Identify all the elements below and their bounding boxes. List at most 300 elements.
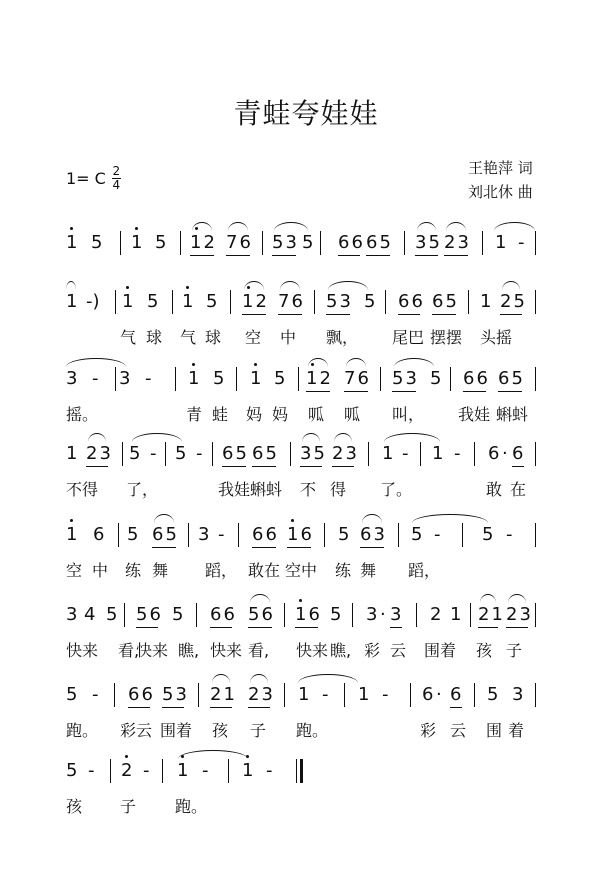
note: 5 (213, 368, 225, 389)
note: 5 (66, 760, 78, 781)
slur-arc (446, 222, 466, 231)
bar-line (110, 759, 111, 783)
bar-line (230, 290, 231, 314)
note: · (436, 684, 442, 705)
bar-line (482, 231, 483, 255)
notation-row (0, 524, 612, 548)
note: 66 (210, 604, 237, 625)
bar-line (324, 523, 325, 547)
score-line (0, 604, 612, 674)
bar-line (416, 603, 417, 627)
notation-row (0, 684, 612, 708)
eighth-note-underline (366, 255, 390, 256)
note: 23 (506, 604, 533, 625)
lyric-syllable: 舞 (360, 561, 377, 580)
bar-line (404, 231, 405, 255)
note: 1 (250, 368, 262, 389)
note: 5 (330, 604, 342, 625)
note: 1 (66, 524, 78, 545)
note: 65 (252, 443, 279, 464)
bar-line (468, 290, 469, 314)
lyric-syllable: 摆摆 (430, 328, 463, 347)
dash-hold: - (266, 760, 273, 781)
note: 5 (364, 291, 376, 312)
lyric-syllable: 快来 (136, 641, 169, 660)
slur-arc (228, 222, 248, 231)
note: 5 (482, 524, 494, 545)
lyric-syllable: 我娃蝌蚪 (218, 480, 283, 499)
eighth-note-underline (190, 255, 214, 256)
note: 35 (300, 443, 327, 464)
note: 12 (242, 291, 269, 312)
bar-line (228, 759, 229, 783)
lyric-syllable: 舞 (152, 561, 169, 580)
note: 12 (190, 232, 217, 253)
note: 1 (298, 684, 310, 705)
time-signature (112, 166, 121, 191)
note: 6 (512, 443, 524, 464)
lyric-syllable: 了。 (380, 480, 413, 499)
note: 3 (390, 604, 402, 625)
bar-line (236, 367, 237, 391)
lyric-syllable: 云 (450, 721, 467, 740)
bar-line (298, 367, 299, 391)
score-line (0, 368, 612, 438)
note: 5 (147, 291, 159, 312)
notation-row (0, 232, 612, 256)
dash-hold: - (92, 368, 99, 389)
eighth-note-underline (300, 466, 322, 467)
dash-hold: - (402, 443, 409, 464)
note: 5 (274, 368, 286, 389)
bar-line (535, 603, 536, 627)
lyric-syllable: 敢 (486, 480, 503, 499)
bar-line (535, 442, 536, 466)
lyric-syllable: 气 (180, 328, 197, 347)
bar-line (284, 683, 285, 707)
lyric-syllable: 敢在 (248, 561, 281, 580)
high-octave-dot (70, 227, 73, 230)
notation-row (0, 604, 612, 628)
eighth-note-underline (392, 391, 416, 392)
bar-line (238, 523, 239, 547)
lyric-syllable: 妈 (272, 405, 289, 424)
note: 5 (430, 368, 442, 389)
eighth-note-underline (86, 466, 108, 467)
note: 65 (432, 291, 459, 312)
note: 3 (66, 368, 78, 389)
slur-arc (250, 674, 268, 683)
note: 63 (360, 524, 387, 545)
note: 5 (206, 291, 218, 312)
eighth-note-underline (498, 391, 522, 392)
lyric-syllable: 快来 (296, 641, 329, 660)
note: 25 (500, 291, 527, 312)
note: 5 (487, 684, 499, 705)
lyric-syllable: 呱 (308, 405, 325, 424)
dash-hold: - (145, 368, 152, 389)
eighth-note-underline (248, 707, 270, 708)
eighth-note-underline (252, 466, 276, 467)
lyric-syllable: 气 (120, 328, 137, 347)
note: 21 (210, 684, 237, 705)
note: 53 (326, 291, 353, 312)
lyricist: 王艳萍 词 (468, 159, 533, 177)
eighth-note-underline (506, 627, 528, 628)
bar-line (344, 683, 345, 707)
lyric-syllable: 彩 (364, 641, 381, 660)
note: 3 (512, 684, 524, 705)
dash-hold: - (506, 524, 513, 545)
bar-line (470, 603, 471, 627)
eighth-note-underline (226, 255, 250, 256)
bar-line (162, 759, 163, 783)
lyric-syllable: 蹈， (205, 561, 238, 580)
slur-arc (298, 674, 358, 683)
bar-line (320, 231, 321, 255)
lyric-syllable: 我娃 (458, 405, 491, 424)
bar-line (535, 231, 536, 255)
bar-line (535, 290, 536, 314)
lyric-syllable: 得 (330, 480, 347, 499)
bar-line (118, 523, 119, 547)
note: 5 (411, 524, 423, 545)
lyric-syllable: 彩 (420, 721, 437, 740)
dash-hold: - (92, 684, 99, 705)
bar-line (380, 367, 381, 391)
lyric-syllable: 中 (280, 328, 297, 347)
note: 1 (66, 443, 78, 464)
eighth-note-underline (162, 707, 184, 708)
bar-line (180, 231, 181, 255)
note: 1 (122, 291, 134, 312)
note: 65 (366, 232, 393, 253)
bar-line (385, 290, 386, 314)
lyric-syllable: 空 (245, 328, 262, 347)
notation-row (0, 368, 612, 392)
bar-line (196, 603, 197, 627)
slur-arc (154, 514, 174, 523)
key-signature (66, 166, 121, 191)
eighth-note-underline (500, 314, 522, 315)
note: 1 (242, 760, 254, 781)
notation-row (0, 291, 612, 315)
lyric-syllable: 青 (186, 405, 203, 424)
high-octave-dot (299, 599, 302, 602)
bar-line (262, 231, 263, 255)
eighth-note-underline (326, 314, 350, 315)
lyric-syllable: 蹈， (408, 561, 441, 580)
notation-row (0, 760, 612, 784)
high-octave-dot (135, 227, 138, 230)
slur-arc (480, 594, 496, 603)
eighth-note-underline (432, 314, 456, 315)
lyric-syllable: 妈 (246, 405, 263, 424)
note: 5 (91, 232, 103, 253)
score-line (0, 291, 612, 361)
slur-arc (417, 222, 436, 231)
final-bar-line (296, 759, 302, 783)
eighth-note-underline (295, 627, 318, 628)
note: 1 (182, 291, 194, 312)
eighth-note-underline (415, 255, 438, 256)
bar-line (284, 603, 285, 627)
lyric-syllable: 头摇 (480, 328, 513, 347)
eighth-note-underline (398, 314, 420, 315)
bar-line (198, 683, 199, 707)
bar-line (535, 367, 536, 391)
note: 66 (463, 368, 490, 389)
dash-hold: - (143, 760, 150, 781)
bar-line (115, 367, 116, 391)
note: 23 (86, 443, 113, 464)
dash-hold: - (150, 443, 157, 464)
lyric-syllable: 不得 (66, 480, 99, 499)
note: 53 (392, 368, 419, 389)
dash-hold: - (382, 684, 389, 705)
note: 16 (287, 524, 314, 545)
lyric-syllable: 蝌蚪 (496, 405, 529, 424)
eighth-note-underline (512, 466, 524, 467)
note: 1 (480, 291, 492, 312)
note: 5 (338, 524, 350, 545)
eighth-note-underline (128, 707, 150, 708)
lyric-syllable: 围 (486, 721, 503, 740)
high-octave-dot (291, 519, 294, 522)
bar-line (474, 442, 475, 466)
note: 53 (272, 232, 299, 253)
lyric-syllable: 练 (125, 561, 142, 580)
slur-arc (508, 594, 526, 603)
bar-line (114, 683, 115, 707)
note: 66 (128, 684, 155, 705)
dash-hold: - (196, 443, 203, 464)
note: 3 (366, 604, 378, 625)
dash-hold: - (434, 524, 441, 545)
lyric-syllable: 孩 (66, 797, 83, 816)
eighth-note-underline (450, 707, 462, 708)
bar-line (462, 523, 463, 547)
lyric-syllable: 彩云 (120, 721, 153, 740)
bar-line (535, 683, 536, 707)
note: 6 (93, 524, 105, 545)
song-title: 青蛙夸娃娃 (233, 97, 379, 130)
score-line (0, 760, 612, 830)
note: 1 (177, 760, 189, 781)
eighth-note-underline (136, 627, 158, 628)
bar-line (172, 290, 173, 314)
high-octave-dot (254, 363, 257, 366)
note: 66 (252, 524, 279, 545)
score-line (0, 684, 612, 754)
note: 3 (198, 524, 210, 545)
note: 66 (398, 291, 425, 312)
note: 1 (188, 368, 200, 389)
lyric-syllable: 围着 (424, 641, 457, 660)
note: 5 (106, 604, 118, 625)
note: 1 (495, 232, 507, 253)
slur-arc (250, 594, 270, 603)
lyric-syllable: 跑。 (66, 721, 99, 740)
note: 65 (498, 368, 525, 389)
time-signature-top: 2 (112, 164, 121, 178)
lyric-syllable: 瞧, (330, 641, 352, 660)
note: 76 (278, 291, 305, 312)
bar-line (368, 442, 369, 466)
note: 16 (295, 604, 322, 625)
lyric-syllable: 球 (146, 328, 163, 347)
note: 56 (136, 604, 163, 625)
lyric-syllable: 快来 (66, 641, 99, 660)
lyric-syllable: 空 (66, 561, 83, 580)
eighth-note-underline (287, 547, 311, 548)
note: 23 (332, 443, 359, 464)
lyric-syllable: 看, (118, 641, 140, 660)
bar-line (474, 683, 475, 707)
lyric-syllable: 着 (508, 721, 525, 740)
lyric-syllable: 不 (300, 480, 317, 499)
note: 5 (129, 443, 141, 464)
note: 1 (358, 684, 370, 705)
bar-line (398, 523, 399, 547)
lyric-syllable: 中 (92, 561, 109, 580)
eighth-note-underline (332, 466, 354, 467)
eighth-note-underline (252, 547, 276, 548)
lyric-syllable: 飘， (326, 328, 359, 347)
lyric-syllable: 在 (510, 480, 527, 499)
lyric-syllable: 瞧, (178, 641, 200, 660)
eighth-note-underline (152, 547, 176, 548)
note: 76 (344, 368, 371, 389)
lyric-syllable: 子 (506, 641, 523, 660)
high-octave-dot (186, 286, 189, 289)
bar-line (290, 442, 291, 466)
lyric-syllable: 孩 (476, 641, 493, 660)
dash-hold: - (88, 760, 95, 781)
note: 5 (127, 524, 139, 545)
bar-line (410, 683, 411, 707)
dash-hold: - (454, 443, 461, 464)
dash-hold: - (202, 760, 209, 781)
eighth-note-underline (338, 255, 360, 256)
credits (468, 156, 533, 204)
high-octave-dot (126, 286, 129, 289)
lyric-syllable: 跑。 (175, 797, 208, 816)
note: 5 (155, 232, 167, 253)
note: 6 (488, 443, 500, 464)
bar-line (535, 523, 536, 547)
lyric-syllable: 摇。 (66, 405, 99, 424)
note: 1 (131, 232, 143, 253)
bar-line (188, 523, 189, 547)
bar-line (120, 231, 121, 255)
note: 5 (66, 684, 78, 705)
bar-line (124, 603, 125, 627)
bar-line (165, 442, 166, 466)
eighth-note-underline (390, 627, 402, 628)
composer: 刘北休 曲 (468, 183, 533, 201)
eighth-note-underline (360, 547, 384, 548)
score-line (0, 524, 612, 594)
bar-line (420, 442, 421, 466)
lyric-syllable: 尾巴 (392, 328, 425, 347)
eighth-note-underline (210, 627, 232, 628)
note: 3 (66, 604, 78, 625)
bar-line (175, 367, 176, 391)
lyric-syllable: 子 (250, 721, 267, 740)
note: · (380, 604, 386, 625)
lyric-syllable: 跑。 (296, 721, 329, 740)
score-line (0, 443, 612, 513)
note: 5 (172, 604, 184, 625)
note: 1 (432, 443, 444, 464)
key-label: 1= C (66, 169, 106, 188)
bar-line (450, 367, 451, 391)
note: 35 (415, 232, 442, 253)
dash-hold: -) (86, 291, 100, 312)
note: 23 (248, 684, 275, 705)
note: 3 (119, 368, 131, 389)
note: 5 (302, 232, 314, 253)
note: 2 (121, 760, 133, 781)
eighth-note-underline (344, 391, 368, 392)
eighth-note-underline (210, 707, 232, 708)
note: 66 (338, 232, 365, 253)
note: 21 (478, 604, 505, 625)
slur-arc (412, 514, 488, 523)
slur-arc (212, 674, 230, 683)
lyric-syllable: 练 (335, 561, 352, 580)
lyric-syllable: 子 (120, 797, 137, 816)
bar-line (352, 603, 353, 627)
note: 5 (175, 443, 187, 464)
bar-line (122, 442, 123, 466)
bar-line (314, 290, 315, 314)
note: 1 (450, 604, 462, 625)
slur-arc (274, 222, 308, 231)
lyric-syllable: 围着 (160, 721, 193, 740)
slur-arc (362, 514, 382, 523)
note: 6 (422, 684, 434, 705)
bar-line (212, 442, 213, 466)
note: 76 (226, 232, 253, 253)
eighth-note-underline (242, 314, 266, 315)
eighth-note-underline (248, 627, 272, 628)
lyric-syllable: 蛙 (212, 405, 229, 424)
note: · (502, 443, 508, 464)
eighth-note-underline (444, 255, 468, 256)
high-octave-dot (125, 755, 128, 758)
note: 6 (450, 684, 462, 705)
note: 65 (152, 524, 179, 545)
eighth-note-underline (463, 391, 486, 392)
eighth-note-underline (478, 627, 498, 628)
note: 1 (382, 443, 394, 464)
note: 4 (84, 604, 96, 625)
note: 65 (222, 443, 249, 464)
time-signature-bottom: 4 (112, 178, 121, 192)
note: 23 (444, 232, 471, 253)
lyric-syllable: 快来 (210, 641, 243, 660)
slur-arc (494, 222, 535, 231)
note: 1 (66, 291, 78, 312)
note: 56 (248, 604, 275, 625)
lyric-syllable: 叫， (392, 405, 425, 424)
note: 2 (430, 604, 442, 625)
dash-hold: - (218, 524, 225, 545)
bar-line (115, 290, 116, 314)
high-octave-dot (70, 519, 73, 522)
